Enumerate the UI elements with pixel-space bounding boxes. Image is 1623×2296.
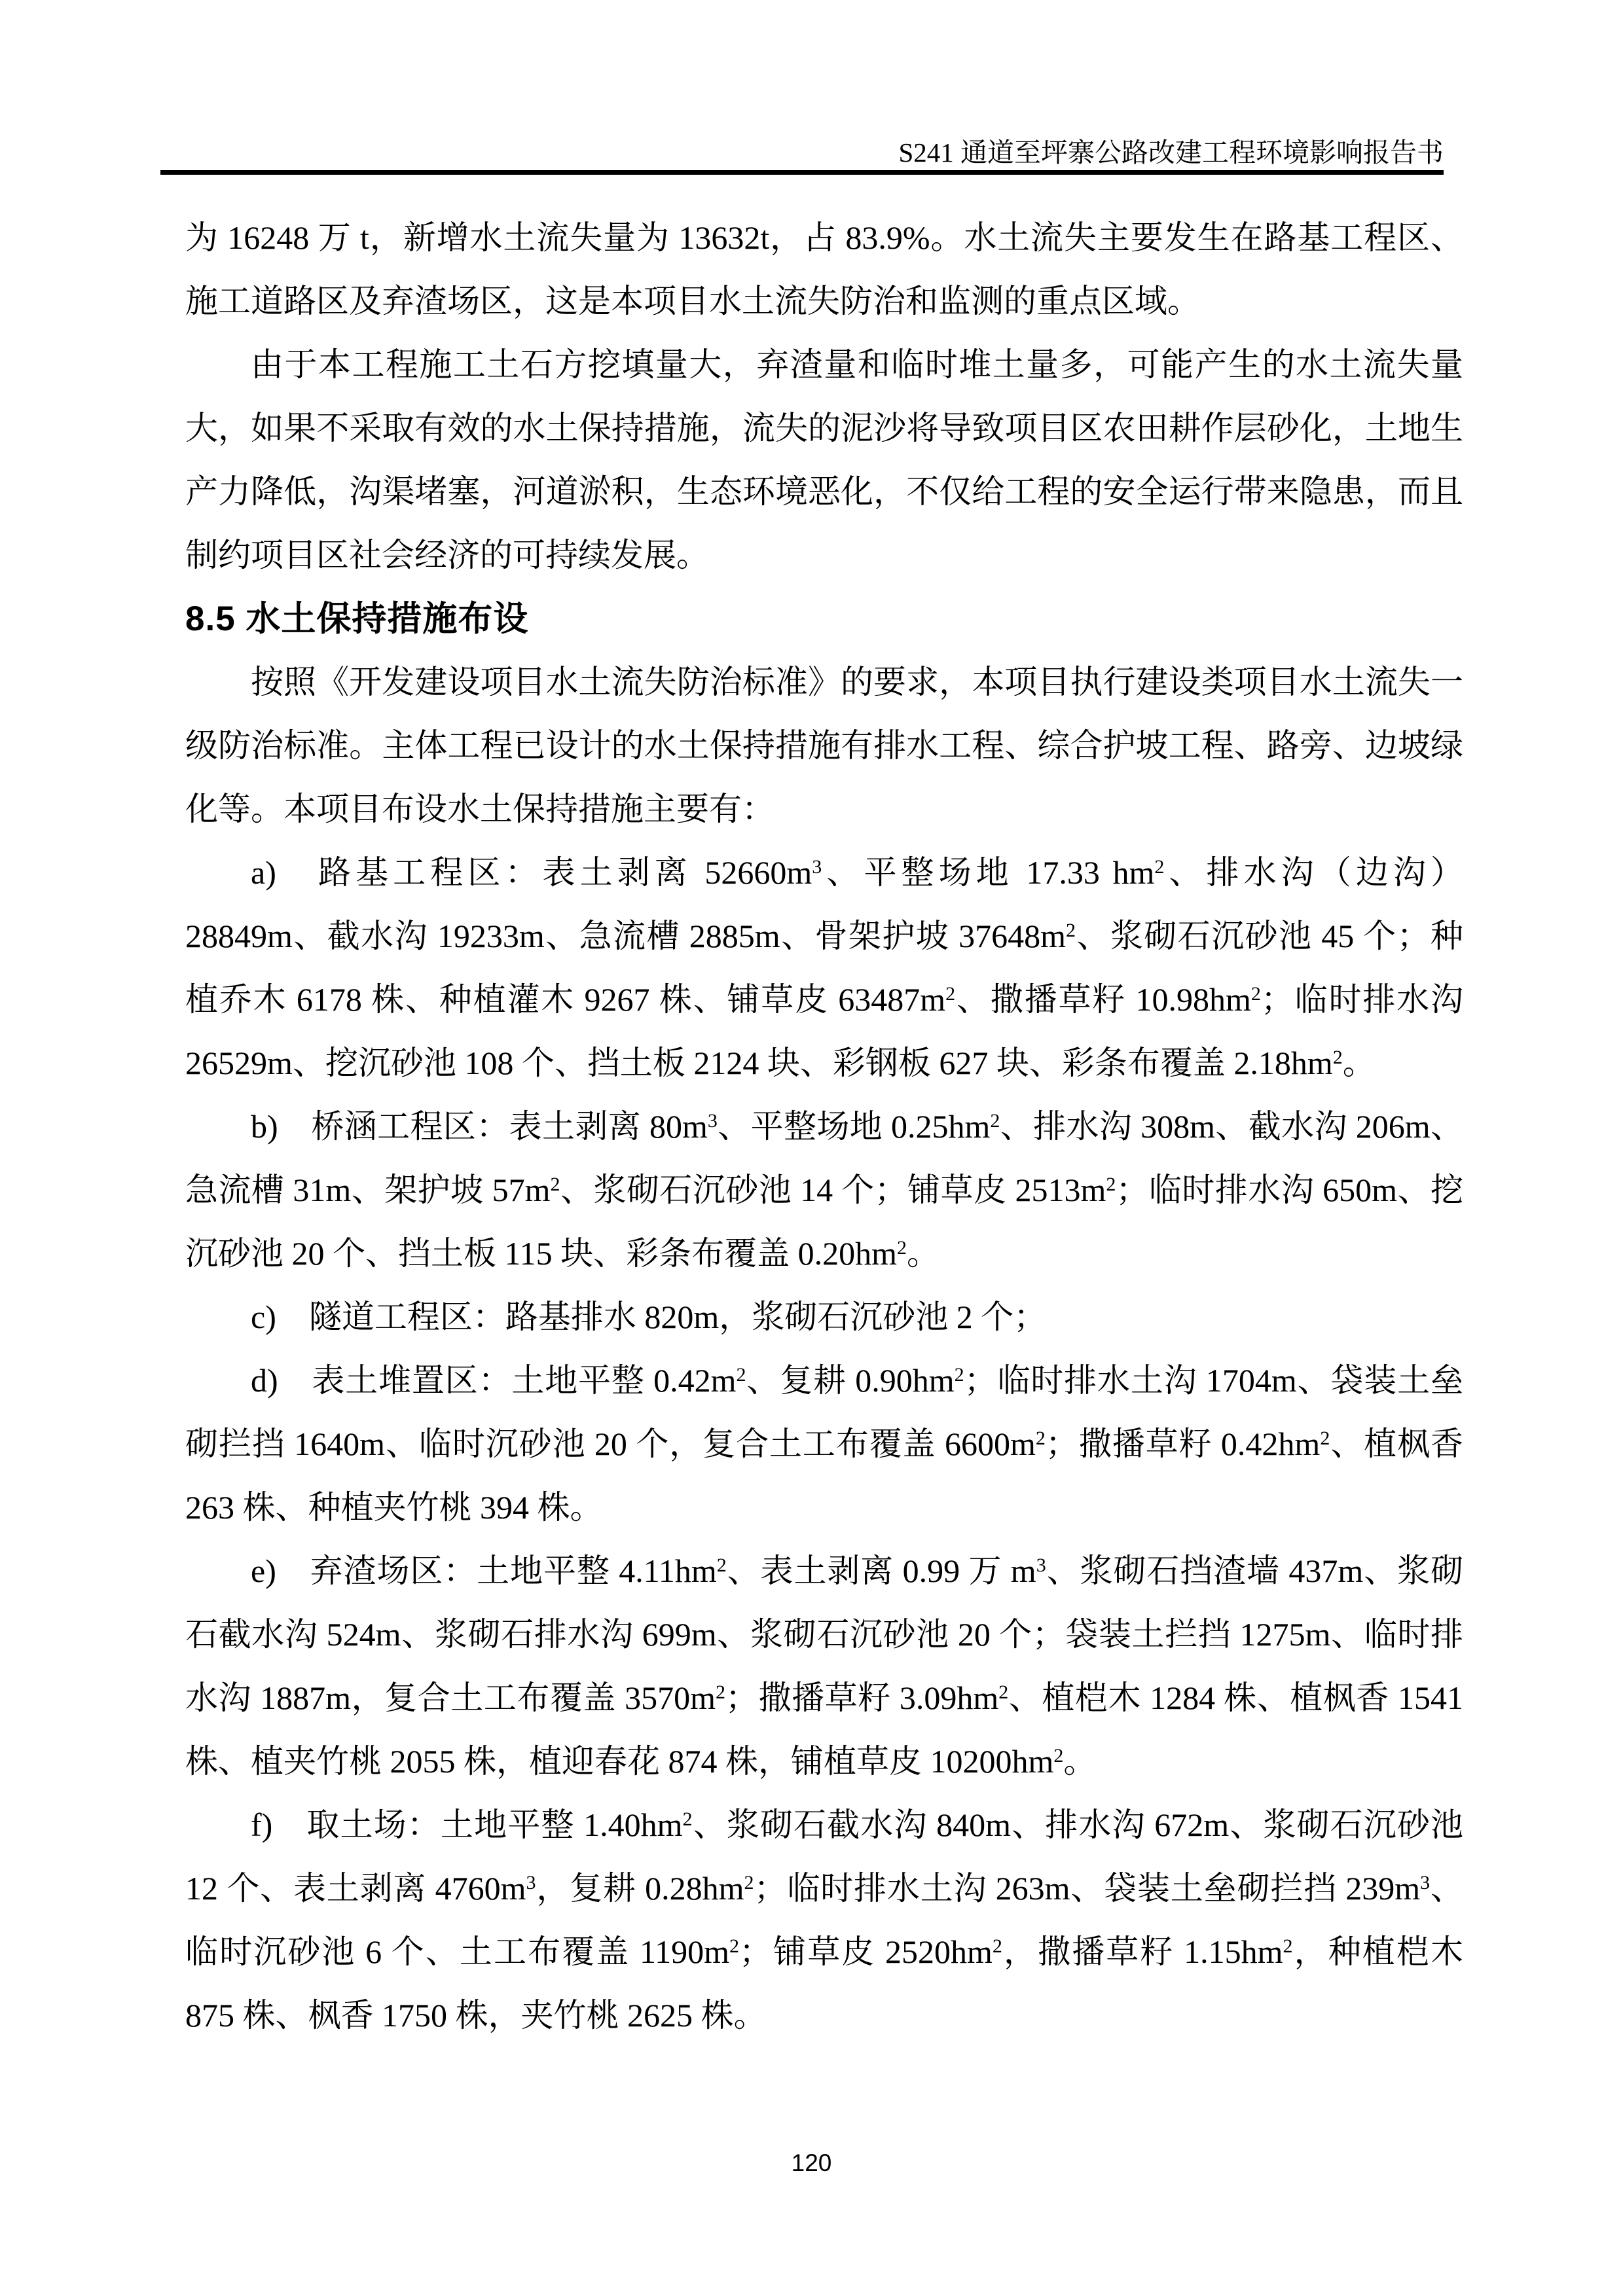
text-run: ，撒播草籽 1.15hm (1002, 1933, 1283, 1970)
superscript: 2 (682, 1808, 693, 1830)
text-run: 、植枫香 263 株、种植夹竹桃 394 株。 (185, 1426, 1463, 1526)
superscript: 2 (1320, 1427, 1330, 1449)
page-number: 120 (791, 2149, 832, 2176)
superscript: 2 (1066, 919, 1076, 941)
superscript: 2 (744, 1871, 754, 1893)
superscript: 2 (954, 1363, 964, 1386)
superscript: 3 (812, 855, 822, 878)
text-run: 、植桤木 1284 株、植枫香 1541 株、植夹竹桃 2055 株，植迎春花 874 株，铺植草皮 10200hm (185, 1679, 1463, 1780)
superscript: 2 (550, 1173, 560, 1195)
superscript: 2 (1035, 1427, 1046, 1449)
superscript: 3 (526, 1871, 536, 1893)
superscript: 2 (998, 1681, 1009, 1703)
superscript: 2 (1053, 1744, 1064, 1767)
text-run: a) 路基工程区：表土剥离 52660m (251, 854, 812, 891)
text-run: ；撒播草籽 0.42hm (1045, 1426, 1321, 1462)
text-run: 。 (1063, 1743, 1097, 1780)
header-rule (160, 170, 1444, 175)
text-run: 、平整场地 17.33 hm (822, 854, 1155, 891)
para-soil-loss-summary (185, 206, 1463, 333)
superscript: 2 (1250, 982, 1261, 1005)
para-measures-intro (185, 651, 1463, 841)
text-run: ；撒播草籽 3.09hm (725, 1679, 999, 1716)
text-run: 、撒播草籽 10.98hm (955, 981, 1251, 1018)
text-run: ，复耕 0.28hm (536, 1870, 744, 1907)
text-run: 为 16248 万 t，新增水土流失量为 13632t，占 83.9%。水土流失主要发生在路基工程区、施工道路区及弃渣场区，这是本项目水土流失防治和监测的重点区域。 (185, 219, 1463, 319)
section-heading-8-5 (185, 587, 1463, 651)
list-item-c-tunnel-zone (185, 1285, 1463, 1349)
text-run: f) 取土场：土地平整 1.40hm (251, 1806, 683, 1843)
superscript: 2 (1154, 855, 1165, 878)
para-soil-loss-risk (185, 333, 1463, 587)
superscript: 2 (990, 1109, 1000, 1132)
text-run: 、排水沟（边沟）28849m、截水沟 19233m、急流槽 2885m、骨架护坡 37648m (185, 854, 1463, 954)
superscript: 2 (945, 982, 956, 1005)
superscript: 2 (716, 1554, 727, 1576)
superscript: 3 (1420, 1871, 1431, 1893)
text-run: 8.5 水土保持措施布设 (185, 600, 529, 638)
text-run: 、平整场地 0.25hm (717, 1108, 991, 1145)
text-run: ；临时排水土沟 1704m、袋装土垒砌拦挡 1640m、临时沉砂池 20 个，复合土工布覆盖 6600m (185, 1362, 1463, 1462)
list-item-f-borrow-pit-zone (185, 1793, 1463, 2047)
superscript: 2 (992, 1935, 1002, 1957)
text-run: 由于本工程施工土石方挖填量大，弃渣量和临时堆土量多，可能产生的水土流失量大，如果不采取有效的水土保持措施，流失的泥沙将导致项目区农田耕作层砂化，土地生产力降低，沟渠堵塞，河道淤积，生态环境恶化，不仅给工程的安全运行带来隐患，而且制约项目区社会经济的可持续发展。 (185, 346, 1463, 573)
list-item-d-topsoil-stockpile-zone (185, 1349, 1463, 1539)
text-run: ；临时排水沟 26529m、挖沉砂池 108 个、挡土板 2124 块、彩钢板 627 块、彩条布覆盖 2.18hm (185, 981, 1463, 1081)
text-run: ；铺草皮 2520hm (739, 1933, 993, 1970)
text-run: 、复耕 0.90hm (746, 1362, 955, 1399)
superscript: 2 (1106, 1173, 1116, 1195)
text-run: ；临时排水土沟 263m、袋装土垒砌拦挡 239m (754, 1870, 1421, 1907)
superscript: 2 (716, 1681, 726, 1703)
text-run: 。 (907, 1235, 940, 1272)
text-run: c) 隧道工程区：路基排水 820m，浆砌石沉砂池 2 个； (251, 1299, 1047, 1335)
superscript: 3 (1036, 1554, 1046, 1576)
text-run: 按照《开发建设项目水土流失防治标准》的要求，本项目执行建设类项目水土流失一级防治标准。主体工程已设计的水土保持措施有排水工程、综合护坡工程、路旁、边坡绿化等。本项目布设水土保持措施主要有： (185, 664, 1463, 827)
text-run: 、浆砌石沉砂池 14 个；铺草皮 2513m (560, 1172, 1106, 1208)
text-run: 、浆砌石挡渣墙 437m、浆砌石截水沟 524m、浆砌石排水沟 699m、浆砌石沉砂池 20 个；袋装土拦挡 1275m、临时排水沟 1887m，复合土工布覆盖 3570m (185, 1552, 1463, 1716)
list-item-e-spoil-ground-zone (185, 1539, 1463, 1793)
text-run: ，种植桤木 875 株、枫香 1750 株，夹竹桃 2625 株。 (185, 1933, 1463, 2034)
text-run: b) 桥涵工程区：表土剥离 80m (251, 1108, 708, 1145)
text-run: 、表土剥离 0.99 万 m (726, 1552, 1036, 1589)
text-run: 、浆砌石截水沟 840m、排水沟 672m、浆砌石沉砂池 12 个、表土剥离 4760m (185, 1806, 1463, 1907)
text-run: 、排水沟 308m、截水沟 206m、急流槽 31m、架护坡 57m (185, 1108, 1463, 1208)
document-body (185, 206, 1463, 2047)
text-run: d) 表土堆置区：土地平整 0.42m (251, 1362, 737, 1399)
list-item-a-roadbed-zone (185, 841, 1463, 1095)
superscript: 2 (736, 1363, 746, 1386)
text-run: e) 弃渣场区：土地平整 4.11hm (251, 1552, 717, 1589)
superscript: 2 (729, 1935, 740, 1957)
list-item-b-bridge-culvert-zone (185, 1095, 1463, 1285)
superscript: 2 (897, 1236, 907, 1259)
text-run: 。 (1342, 1045, 1376, 1081)
superscript: 2 (1283, 1935, 1293, 1957)
text-run: 、临时沉砂池 6 个、土工布覆盖 1190m (185, 1870, 1463, 1970)
text-run: 、浆砌石沉砂池 45 个；种植乔木 6178 株、种植灌木 9267 株、铺草皮 63487m (185, 918, 1464, 1018)
superscript: 3 (707, 1109, 718, 1132)
header-title: S241 通道至坪寨公路改建工程环境影响报告书 (898, 137, 1444, 168)
superscript: 2 (1332, 1046, 1343, 1068)
text-run: ；临时排水沟 650m、挖沉砂池 20 个、挡土板 115 块、彩条布覆盖 0.20hm (185, 1172, 1463, 1272)
running-header (160, 137, 1444, 168)
